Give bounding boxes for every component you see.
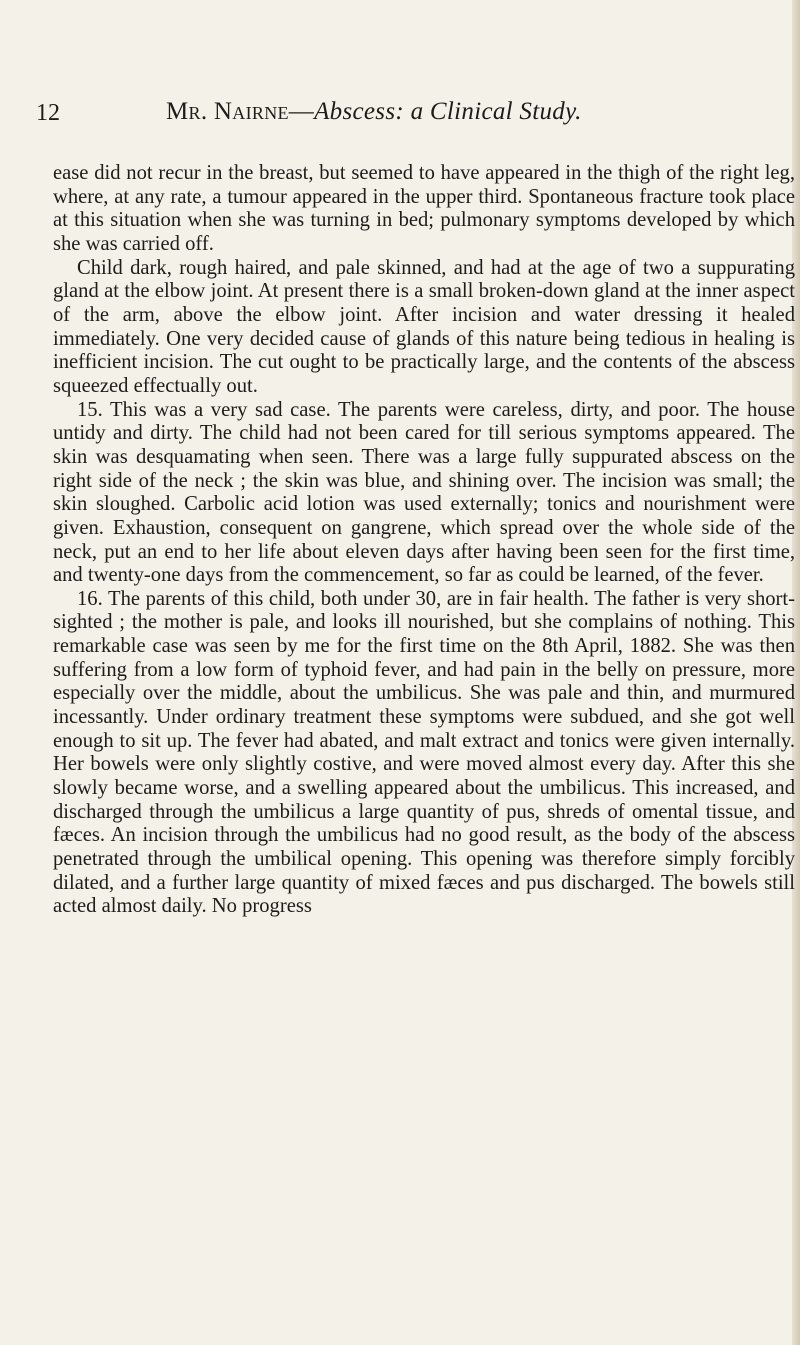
title-main: Abscess: [314, 98, 396, 125]
paragraph-child-gland: Child dark, rough haired, and pale skinned, and had at the age of two a suppurating gland at the elbow joint. At present there is a small broken-down gland at the inner aspect of the arm, above the elbow joint. After incision and water dressing it healed immediately. One very decided cause of glands of this nature being tedious in healing is inefficient incision. The cut ought to be practically large, and the contents of the abscess squeezed effectually out.: [53, 256, 795, 397]
body-text: [53, 162, 795, 919]
title-subtitle: a Clinical Study.: [410, 98, 582, 125]
title-dash: —: [288, 98, 315, 125]
running-header: [36, 96, 756, 136]
paragraph-case-16: 16. The parents of this child, both under 30, are in fair health. The father is very short-sighted ; the mother is pale, and looks ill nourished, but she complains of nothing. This remarkable case was seen by me for the first time on the 8th April, 1882. She was then suffering from a low form of typhoid fever, and had pain in the belly on pressure, more especially over the middle, about the umbilicus. She was pale and thin, and murmured incessantly. Under ordinary treatment these symptoms were subdued, and she got well enough to sit up. The fever had abated, and malt extract and tonics were given internally. Her bowels were only slightly costive, and were moved almost every day. After this she slowly became worse, and a swelling appeared about the umbilicus. This increased, and discharged through the umbilicus a large quantity of pus, shreds of omental tissue, and fæces. An incision through the umbilicus had no good result, as the body of the abscess penetrated through the umbilical opening. This opening was therefore simply forcibly dilated, and a further large quantity of mixed fæces and pus discharged. The bowels still acted almost daily. No progress: [53, 587, 795, 918]
paragraph-case-15: 15. This was a very sad case. The parents were careless, dirty, and poor. The house untidy and dirty. The child had not been cared for till serious symptoms appeared. The skin was desquamating when seen. There was a large fully suppurated abscess on the right side of the neck ; the skin was blue, and shining over. The incision was small; the skin sloughed. Carbolic acid lotion was used externally; tonics and nourishment were given. Exhaustion, consequent on gangrene, which spread over the whole side of the neck, put an end to her life about eleven days after having been seen for the first time, and twenty-one days from the commencement, so far as could be learned, of the fever.: [53, 398, 795, 587]
title-colon: :: [395, 98, 405, 125]
page-number: 12: [36, 100, 60, 126]
paragraph-continuation: ease did not recur in the breast, but seemed to have appeared in the thigh of the right leg, where, at any rate, a tumour appeared in the upper third. Spontaneous fracture took place at this situation when she was turning in bed; pulmonary symptoms developed by which she was carried off.: [53, 162, 795, 255]
running-title: [166, 98, 582, 126]
author-name: Mr. Nairne: [166, 98, 289, 125]
